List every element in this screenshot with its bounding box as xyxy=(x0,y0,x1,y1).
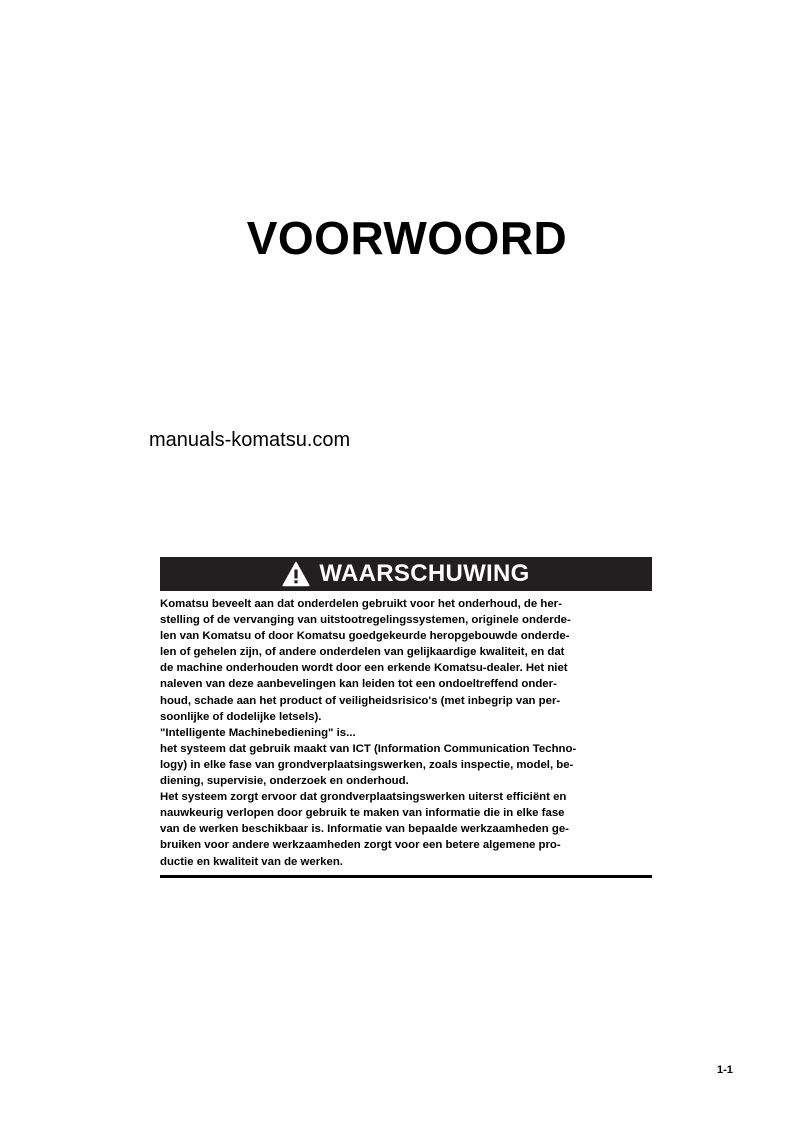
warning-line: nauwkeurig verlopen door gebruik te maken van informatie die in elke fase xyxy=(160,807,565,820)
page-number: 1-1 xyxy=(717,1064,733,1076)
warning-bottom-rule xyxy=(160,875,652,878)
warning-box xyxy=(160,557,652,878)
warning-line: soonlijke of dodelijke letsels). xyxy=(160,710,322,723)
warning-line: logy) in elke fase van grondverplaatsingswerken, zoals inspectie, model, be- xyxy=(160,758,574,771)
warning-line: stelling of de vervanging van uitstootregelingssystemen, originele onderde- xyxy=(160,614,571,627)
warning-line: len van Komatsu of door Komatsu goedgekeurde heropgebouwde onderde- xyxy=(160,630,570,643)
warning-line: bruiken voor andere werkzaamheden zorgt voor een betere algemene pro- xyxy=(160,839,561,852)
warning-header xyxy=(160,557,652,591)
page-title: VOORWOORD xyxy=(246,212,568,264)
warning-line: van de werken beschikbaar is. Informatie van bepaalde werkzaamheden ge- xyxy=(160,823,569,836)
warning-line: ductie en kwaliteit van de werken. xyxy=(160,855,343,868)
warning-line: "Intelligente Machinebediening" is... xyxy=(160,726,356,739)
warning-line: naleven van deze aanbevelingen kan leiden tot een ondoeltreffend onder- xyxy=(160,678,557,691)
warning-line: de machine onderhouden wordt door een erkende Komatsu-dealer. Het niet xyxy=(160,662,568,675)
warning-line: len of gehelen zijn, of andere onderdelen van gelijkaardige kwaliteit, en dat xyxy=(160,646,565,659)
site-url: manuals-komatsu.com xyxy=(149,429,351,451)
warning-text xyxy=(160,591,652,870)
warning-line: Komatsu beveelt aan dat onderdelen gebruikt voor het onderhoud, de her- xyxy=(160,598,562,610)
warning-line: Het systeem zorgt ervoor dat grondverplaatsingswerken uiterst efficiënt en xyxy=(160,791,567,804)
warning-triangle-icon xyxy=(282,561,310,587)
warning-title: WAARSCHUWING xyxy=(319,560,530,587)
warning-line: diening, supervisie, onderzoek en onderhoud. xyxy=(160,775,409,788)
warning-line: het systeem dat gebruik maakt van ICT (Information Communication Techno- xyxy=(160,742,577,755)
warning-line: houd, schade aan het product of veiligheidsrisico's (met inbegrip van per- xyxy=(160,694,561,707)
